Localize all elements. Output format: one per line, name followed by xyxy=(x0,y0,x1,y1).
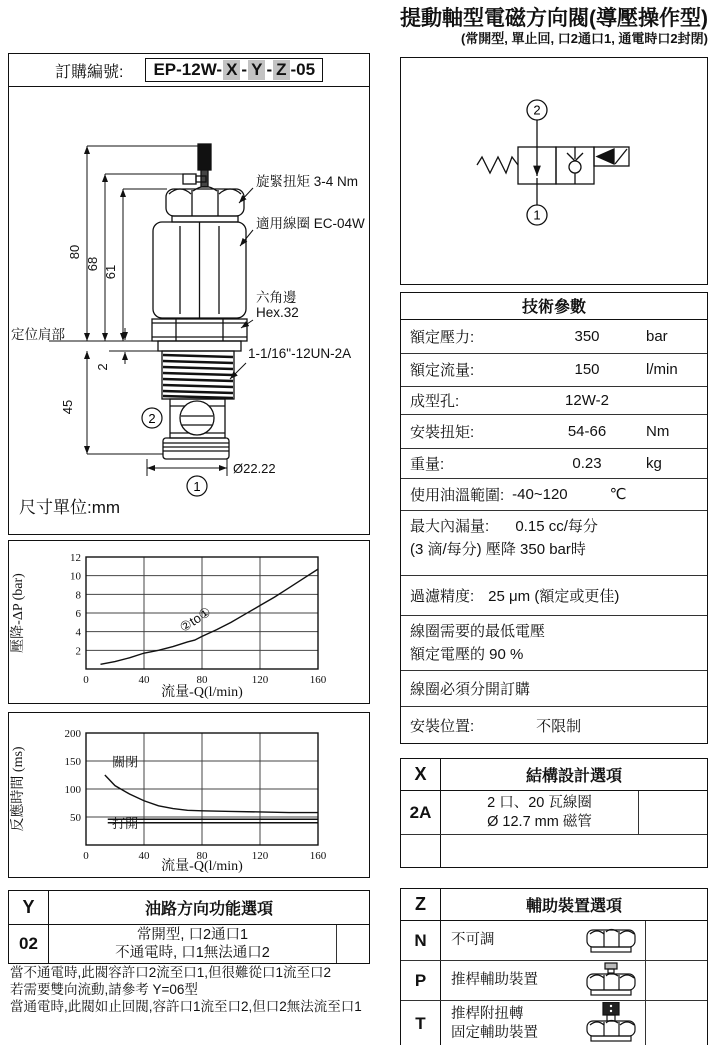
z-option-t-label: 推桿附扭轉 固定輔助裝置 xyxy=(451,1006,538,1041)
check-ball xyxy=(569,161,581,173)
torque-label: 旋緊扭矩 3-4 Nm xyxy=(256,174,359,189)
x-option-code: 2A xyxy=(401,791,441,834)
svg-text:100: 100 xyxy=(64,784,81,796)
tech-row-leakage: 最大內漏量: 0.15 cc/每分 (3 滴/每分) 壓降 350 bar時 xyxy=(401,511,707,577)
dim-61: 61 xyxy=(103,264,118,280)
z-option-t-figure xyxy=(576,1001,646,1045)
y-option-empty-cell xyxy=(337,925,369,963)
svg-text:120: 120 xyxy=(251,850,269,862)
z-option-p-figure xyxy=(576,961,646,1000)
hydraulic-symbol xyxy=(401,58,706,283)
tech-row-cavity: 成型孔: 12W-2 xyxy=(401,387,707,415)
option-z-placeholder: Z xyxy=(273,60,289,80)
series-label: 關閉 xyxy=(112,754,139,770)
z-option-table xyxy=(400,888,708,1045)
z-option-row-p xyxy=(401,961,707,1001)
dim-45: 45 xyxy=(60,399,75,415)
option-y-placeholder: Y xyxy=(248,60,265,80)
svg-text:120: 120 xyxy=(251,674,269,686)
tech-row-pressure: 額定壓力: 350 bar xyxy=(401,320,707,354)
port-2-number: 2 xyxy=(148,411,156,426)
z-table-title: 輔助裝置選項 xyxy=(525,898,622,915)
tech-row-temperature: 使用油溫範圍: -40~120 ℃ xyxy=(401,479,707,511)
note-line-3: 當通電時,此閥如止回閥,容許口1流至口2,但口2無法流至口1 xyxy=(10,999,362,1014)
tech-row-filtration: 過濾精度: 25 μm (額定或更佳) xyxy=(401,576,707,616)
drawing-panel xyxy=(8,53,370,535)
x-option-line2: Ø 12.7 mm 磁管 xyxy=(487,813,592,830)
dim-68: 68 xyxy=(85,256,100,272)
option-x-placeholder: X xyxy=(223,60,240,80)
tech-row-coil-voltage: 線圈需要的最低電壓 額定電壓的 90 % xyxy=(401,616,707,672)
dim-2: 2 xyxy=(95,363,110,371)
tech-params-table xyxy=(400,292,708,744)
hex-label-line2: Hex.32 xyxy=(256,305,299,320)
valve-dimension-drawing xyxy=(9,87,368,534)
x-option-description xyxy=(441,791,639,834)
z-option-row-n xyxy=(401,921,707,961)
y-option-line2: 不通電時, 口1無法通口2 xyxy=(115,945,270,961)
part-number-sep1: - xyxy=(241,60,248,80)
side-port-hole xyxy=(180,401,214,435)
x-option-empty-row xyxy=(401,835,707,867)
z-option-n-figure xyxy=(576,921,646,960)
page-title: 提動軸型電磁方向閥(導壓操作型) xyxy=(400,7,708,30)
pressure-drop-chart xyxy=(9,541,367,701)
thread-label: 1-1/16"-12UN-2A xyxy=(248,346,352,361)
tech-row-mounting: 安裝位置: 不限制 xyxy=(410,717,582,735)
note-line-2: 若需要雙向流動,請參考 Y=06型 xyxy=(10,982,198,997)
svg-text:4: 4 xyxy=(75,626,81,639)
x-axis-label: 流量-Q(l/min) xyxy=(161,859,243,874)
part-number-prefix: EP-12W- xyxy=(153,60,223,80)
tech-params-title: 技術參數 xyxy=(401,293,707,320)
series-label: 打開 xyxy=(112,816,139,832)
dimension-unit-note: 尺寸單位:mm xyxy=(19,498,121,517)
svg-text:6: 6 xyxy=(75,608,81,620)
response-time-chart xyxy=(9,713,367,875)
top-nut xyxy=(166,189,244,216)
x-table-title: 結構設計選項 xyxy=(525,768,622,785)
shoulder-label: 定位肩部 xyxy=(11,327,65,342)
z-option-row-t xyxy=(401,1001,707,1045)
symbol-port-1-number: 1 xyxy=(533,207,541,223)
svg-text:150: 150 xyxy=(64,756,81,768)
valve-nose xyxy=(163,438,229,459)
y-axis-label: 反應時間 (ms) xyxy=(11,746,26,832)
order-number-label: 訂購編號: xyxy=(55,63,124,81)
symbol-port-2-number: 2 xyxy=(533,102,541,118)
hex-nut xyxy=(152,319,247,341)
z-option-p-label: 推桿輔助裝置 xyxy=(451,972,538,989)
z-option-p-code: P xyxy=(401,961,441,1000)
y-axis-label: 壓降-ΔP (bar) xyxy=(11,573,26,653)
y-option-description xyxy=(49,925,337,963)
svg-text:80: 80 xyxy=(196,850,208,862)
part-number-sep2: - xyxy=(266,60,273,80)
x-option-empty-cell xyxy=(639,791,707,834)
x-axis-label: 流量-Q(l/min) xyxy=(161,685,243,700)
x-option-line1: 2 口、20 瓦線圈 xyxy=(487,795,592,812)
z-option-n-label: 不可調 xyxy=(451,932,495,949)
z-option-n-code: N xyxy=(401,921,441,960)
hydraulic-symbol-panel xyxy=(400,57,708,285)
series-label: ②to① xyxy=(176,603,214,636)
svg-text:8: 8 xyxy=(75,589,81,602)
z-option-t-code: T xyxy=(401,1001,441,1045)
part-number xyxy=(145,58,323,82)
svg-text:160: 160 xyxy=(309,674,327,686)
tech-row-flow: 額定流量: 150 l/min xyxy=(401,354,707,388)
dim-diameter: Ø22.22 xyxy=(233,461,276,476)
x-option-table xyxy=(400,758,708,868)
spring-symbol xyxy=(477,157,518,173)
svg-text:200: 200 xyxy=(64,728,81,740)
series-關閉 xyxy=(105,775,318,813)
response-time-chart-panel xyxy=(8,712,370,878)
tech-row-weight: 重量: 0.23 kg xyxy=(401,449,707,479)
port-1-number: 1 xyxy=(193,479,201,494)
svg-text:12: 12 xyxy=(70,552,81,564)
svg-text:0: 0 xyxy=(83,674,89,686)
page-subtitle: (常開型, 單止回, 口2通口1, 通電時口2封閉) xyxy=(460,31,708,46)
function-notes xyxy=(10,964,362,1015)
manual-pin xyxy=(198,144,211,170)
y-option-line1: 常開型, 口2通口1 xyxy=(136,926,249,943)
y-option-row-02 xyxy=(9,925,369,963)
order-row xyxy=(9,54,369,87)
z-table-code: Z xyxy=(401,889,441,920)
nut-pushpin-icon xyxy=(580,962,642,1000)
x-option-row-2a xyxy=(401,791,707,835)
svg-text:2: 2 xyxy=(75,645,81,658)
part-number-suffix: -05 xyxy=(290,60,316,80)
tech-row-coil-order: 線圈必須分開訂購 xyxy=(401,671,707,707)
svg-text:40: 40 xyxy=(138,674,150,686)
y-table-code: Y xyxy=(9,891,49,924)
y-option-table xyxy=(8,890,370,964)
nut-plain-icon xyxy=(580,924,642,958)
y-table-title: 油路方向功能選項 xyxy=(144,901,273,918)
pressure-drop-chart-panel xyxy=(8,540,370,704)
svg-text:40: 40 xyxy=(138,850,150,862)
y-option-code: 02 xyxy=(9,925,49,963)
coil-label: 適用線圈 EC-04W xyxy=(256,216,365,231)
x-table-code: X xyxy=(401,759,441,790)
svg-text:80: 80 xyxy=(196,674,208,686)
note-line-1: 當不通電時,此閥容許口2流至口1,但很難從口1流至口2 xyxy=(10,965,332,980)
svg-text:160: 160 xyxy=(309,850,327,862)
tech-row-torque: 安裝扭矩: 54-66 Nm xyxy=(401,415,707,449)
svg-text:10: 10 xyxy=(70,570,81,583)
dim-80: 80 xyxy=(67,244,82,260)
svg-text:50: 50 xyxy=(70,812,81,824)
nut-twist-knob-icon xyxy=(580,1002,642,1045)
svg-text:0: 0 xyxy=(83,850,89,862)
hex-label-line1: 六角邊 xyxy=(256,290,297,305)
